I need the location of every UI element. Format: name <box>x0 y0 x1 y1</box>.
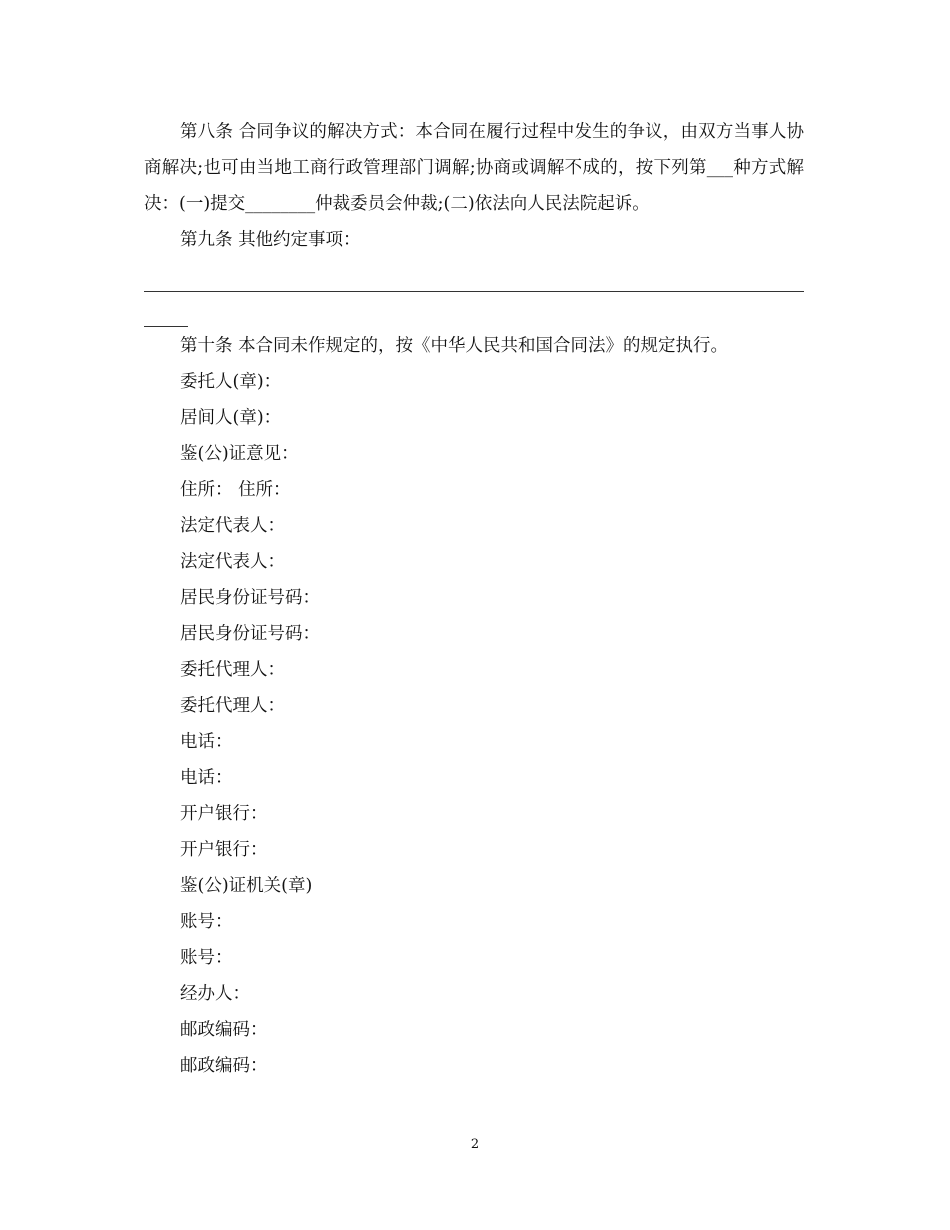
field-notarization-opinion: 鉴(公)证意见： <box>180 444 299 464</box>
article-8-paragraph: 第八条 合同争议的解决方式：本合同在履行过程中发生的争议，由双方当事人协商解决;也可由当地工商行政管理部门调解;协商或调解不成的，按下列第___种方式解决：(一)提交________仲裁委员会仲裁;(二)依法向人民法院起诉。 <box>144 122 804 214</box>
article-9-paragraph: 第九条 其他约定事项： <box>180 230 361 250</box>
field-intermediary-seal: 居间人(章)： <box>180 408 282 428</box>
field-client-seal: 委托人(章)： <box>180 372 282 392</box>
other-matters-blank-lines <box>144 258 804 328</box>
field-bank: 开户银行： <box>180 804 268 824</box>
blank-line-short <box>144 326 188 327</box>
field-id-number: 居民身份证号码： <box>180 624 320 644</box>
document-body <box>144 114 804 1084</box>
field-account-number: 账号： <box>180 912 233 932</box>
field-postal-code: 邮政编码： <box>180 1056 268 1076</box>
blank-line-full <box>144 291 804 292</box>
field-phone: 电话： <box>180 732 233 752</box>
field-bank: 开户银行： <box>180 840 268 860</box>
page-number: 2 <box>470 1137 480 1152</box>
article-10-paragraph: 第十条 本合同未作规定的，按《中华人民共和国合同法》的规定执行。 <box>180 336 729 356</box>
field-phone: 电话： <box>180 768 233 788</box>
field-postal-code: 邮政编码： <box>180 1020 268 1040</box>
field-legal-representative: 法定代表人： <box>180 552 285 572</box>
field-legal-representative: 法定代表人： <box>180 516 285 536</box>
field-handler: 经办人： <box>180 984 250 1004</box>
field-address: 住所： 住所： <box>180 480 291 500</box>
field-notary-office-seal: 鉴(公)证机关(章) <box>180 876 313 896</box>
field-account-number: 账号： <box>180 948 233 968</box>
field-authorized-agent: 委托代理人： <box>180 660 285 680</box>
field-id-number: 居民身份证号码： <box>180 588 320 608</box>
field-authorized-agent: 委托代理人： <box>180 696 285 716</box>
